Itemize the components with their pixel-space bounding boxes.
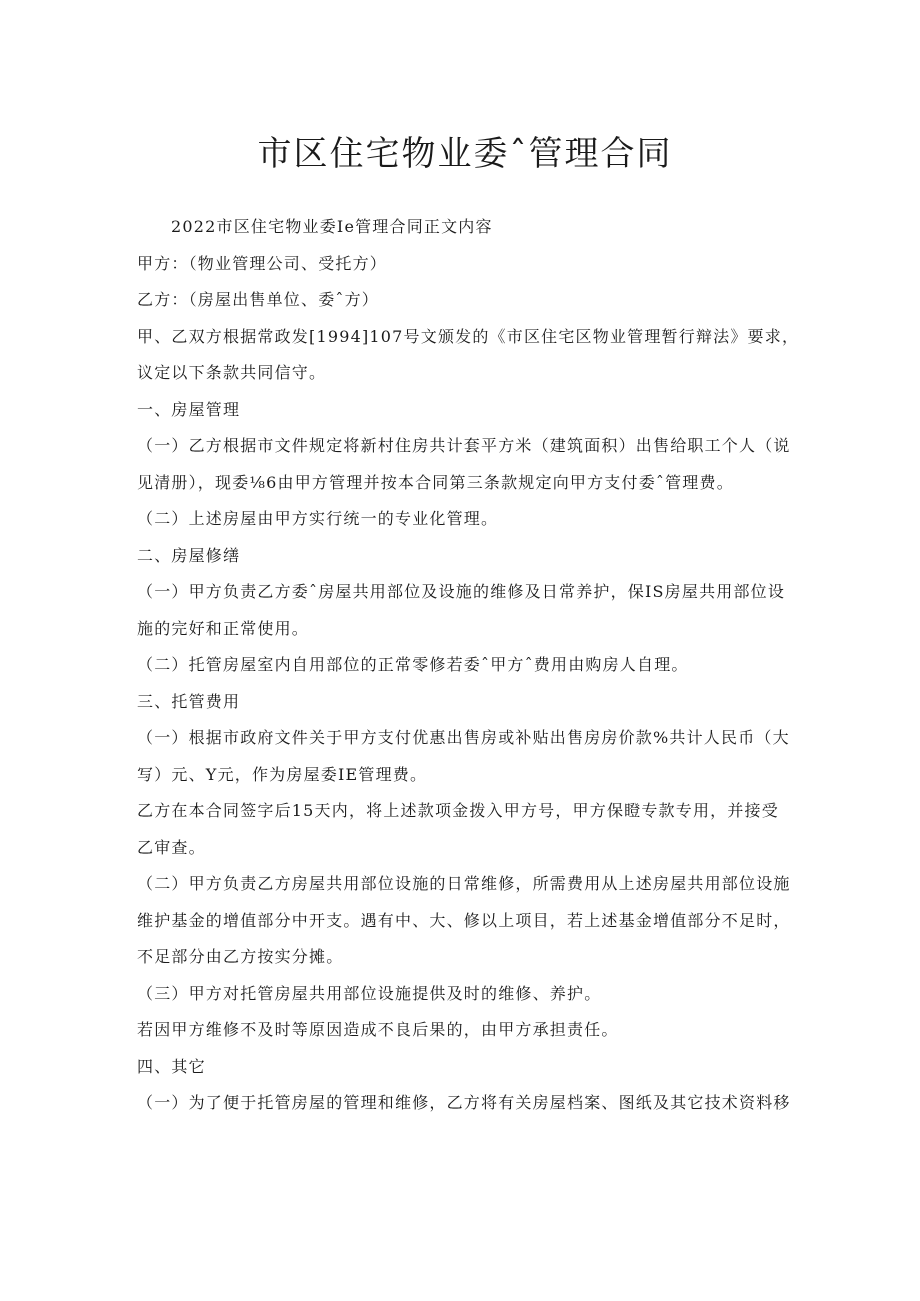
section-heading: 四、其它 xyxy=(137,1057,206,1076)
body-line: 施的完好和正常使用。 xyxy=(137,619,310,638)
body-line: 维护基金的增值部分中开支。遇有中、大、修以上项目，若上述基金增值部分不足时， xyxy=(137,911,791,930)
page-title: 市区住宅物业委ˆ管理合同 xyxy=(257,134,673,174)
body-line: 写）元、Y元，作为房屋委IE管理费。 xyxy=(137,765,428,784)
body-line: （一）为了便于托管房屋的管理和维修，乙方将有关房屋档案、图纸及其它技术资料移 xyxy=(137,1093,791,1112)
section-heading: 二、房屋修缮 xyxy=(137,546,241,565)
subtitle-line: 2022市区住宅物业委Ie管理合同正文内容 xyxy=(171,217,493,236)
body-line: 议定以下条款共同信守。 xyxy=(137,363,327,382)
body-line: 若因甲方维修不及时等原因造成不良后果的，由甲方承担责任。 xyxy=(137,1020,619,1039)
body-line: （一）甲方负责乙方委ˆ房屋共用部位及设施的维修及日常养护，保IS房屋共用部位设 xyxy=(137,582,786,601)
party-b-line: 乙方：（房屋出售单位、委ˆ方） xyxy=(137,290,380,309)
body-line: 乙审查。 xyxy=(137,838,206,857)
body-line: 甲、乙双方根据常政发[1994]107号文颁发的《市区住宅区物业管理暂行辩法》要求， xyxy=(137,327,800,346)
body-line: （二）托管房屋室内自用部位的正常零修若委ˆ甲方ˆ费用由购房人自理。 xyxy=(137,655,689,674)
body-line: （一）根据市政府文件关于甲方支付优惠出售房或补贴出售房房价款%共计人民币（大 xyxy=(137,728,790,747)
body-line: 不足部分由乙方按实分摊。 xyxy=(137,947,344,966)
body-line: 见清册），现委⅛6由甲方管理并按本合同第三条款规定向甲方支付委ˆ管理费。 xyxy=(137,473,734,492)
section-heading: 一、房屋管理 xyxy=(137,400,241,419)
body-line: 乙方在本合同签字后15天内，将上述款项金拨入甲方号，甲方保瞪专款专用，并接受 xyxy=(137,801,779,820)
body-line: （三）甲方对托管房屋共用部位设施提供及时的维修、养护。 xyxy=(137,984,602,1003)
body-line: （二）上述房屋由甲方实行统一的专业化管理。 xyxy=(137,509,499,528)
party-a-line: 甲方：（物业管理公司、受托方） xyxy=(137,254,388,273)
body-line: （一）乙方根据市文件规定将新村住房共计套平方米（建筑面积）出售给职工个人（说 xyxy=(137,436,791,455)
body-line: （二）甲方负责乙方房屋共用部位设施的日常维修，所需费用从上述房屋共用部位设施 xyxy=(137,874,791,893)
section-heading: 三、托管费用 xyxy=(137,692,241,711)
